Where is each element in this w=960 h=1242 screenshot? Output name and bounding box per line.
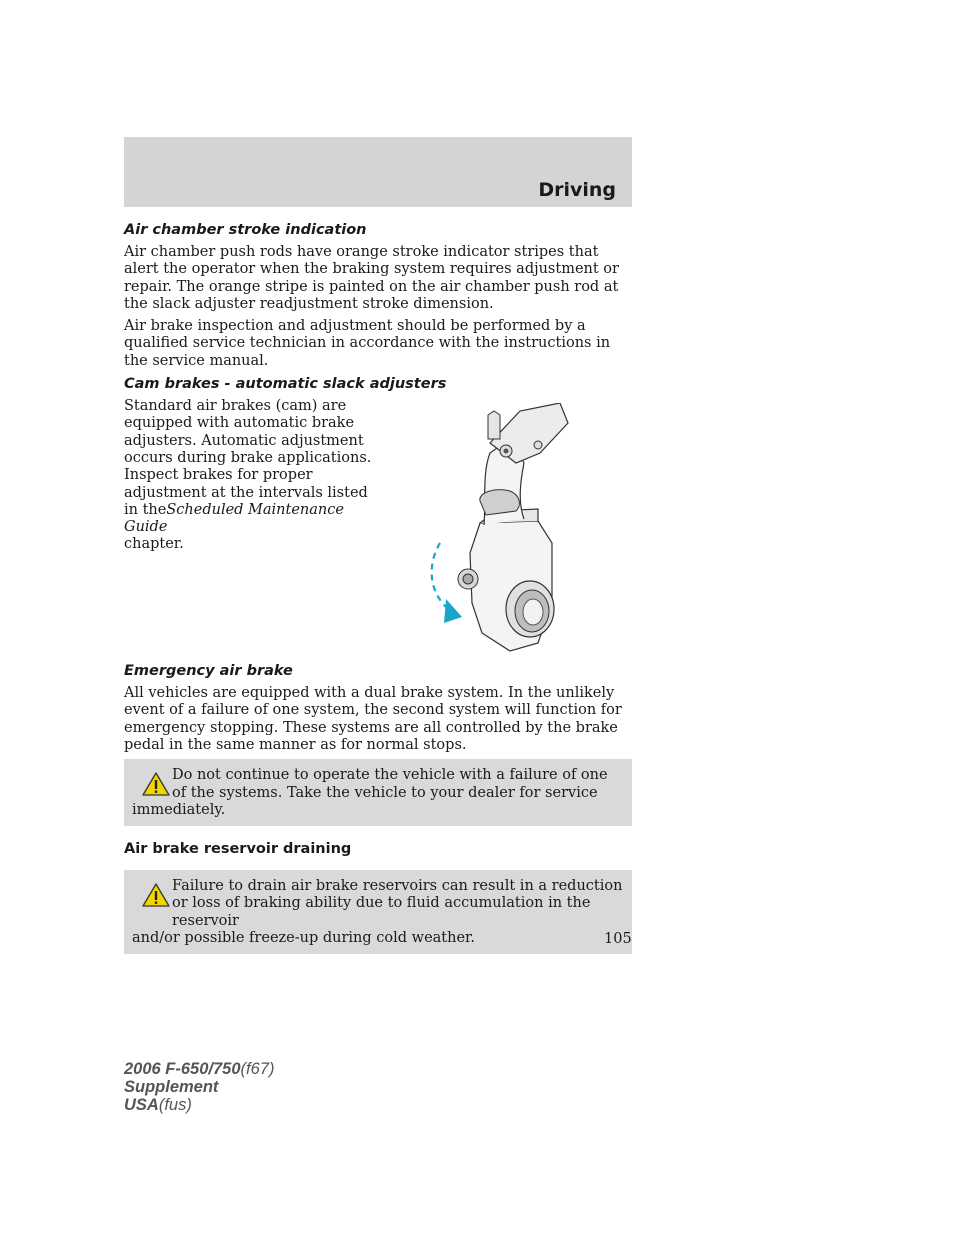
chapter-title: Driving bbox=[538, 179, 616, 201]
footer-supplement: Supplement bbox=[124, 1078, 219, 1096]
page-content bbox=[124, 221, 632, 968]
heading-cam-brakes: Cam brakes - automatic slack adjusters bbox=[124, 376, 447, 393]
warning-triangle-icon bbox=[142, 882, 170, 908]
warning-box-reservoir bbox=[124, 870, 632, 954]
stroke-paragraph-1: Air chamber push rods have orange stroke indicator stripes that alert the operator when the braking system requires adjustment or repair. The orange stripe is painted on the air chamber push rod at the slack adjuster readjustment stroke dimension. bbox=[124, 244, 619, 312]
heading-reservoir-draining: Air brake reservoir draining bbox=[124, 841, 352, 858]
footer-market: USA bbox=[124, 1096, 159, 1114]
warning-reservoir-text bbox=[132, 878, 624, 947]
cam-text-after: chapter. bbox=[124, 536, 184, 553]
footer-model-code: (f67) bbox=[240, 1060, 275, 1078]
footer-model: 2006 F-650/750 bbox=[124, 1060, 241, 1078]
cam-text-italic: Scheduled Maintenance Guide bbox=[124, 501, 344, 536]
warning-reservoir-first: Failure to drain air brake reservoirs can result in a reduction or loss of braking ability due to fluid accumulation in the reservoir bbox=[172, 878, 623, 929]
warning-triangle-icon bbox=[142, 771, 170, 797]
stroke-paragraph-2: Air brake inspection and adjustment should be performed by a qualified service technician in accordance with the instructions in the service manual. bbox=[124, 318, 611, 369]
warning-reservoir-rest: and/or possible freeze-up during cold weather. bbox=[132, 930, 476, 947]
header-band bbox=[124, 137, 632, 207]
warning-emergency-first: Do not continue to operate the vehicle with a failure of one of the systems. Take the vehicle to your dealer for service bbox=[172, 767, 608, 801]
warning-emergency-rest: immediately. bbox=[132, 801, 226, 818]
warning-box-emergency bbox=[124, 759, 632, 826]
cam-brakes-paragraph bbox=[124, 398, 386, 554]
heading-stroke-indication: Air chamber stroke indication bbox=[124, 222, 367, 238]
slack-adjuster-illustration bbox=[420, 403, 588, 655]
footer-market-code: (fus) bbox=[158, 1096, 192, 1114]
cam-brakes-block bbox=[124, 398, 632, 660]
footer-edition bbox=[124, 1060, 274, 1114]
warning-emergency-text bbox=[132, 767, 624, 819]
page-number: 105 bbox=[604, 931, 632, 947]
emergency-paragraph: All vehicles are equipped with a dual brake system. In the unlikely event of a failure of one system, the second system will function for emergency stopping. These systems are all controlled by the brake pedal in the same manner as for normal stops. bbox=[124, 685, 622, 753]
heading-emergency-air-brake: Emergency air brake bbox=[124, 663, 293, 680]
cam-text-before: Standard air brakes (cam) are equipped with automatic brake adjusters. Automatic adjustment occurs during brake applications. Inspect brakes for proper adjustment at the intervals listed in the bbox=[124, 398, 372, 518]
